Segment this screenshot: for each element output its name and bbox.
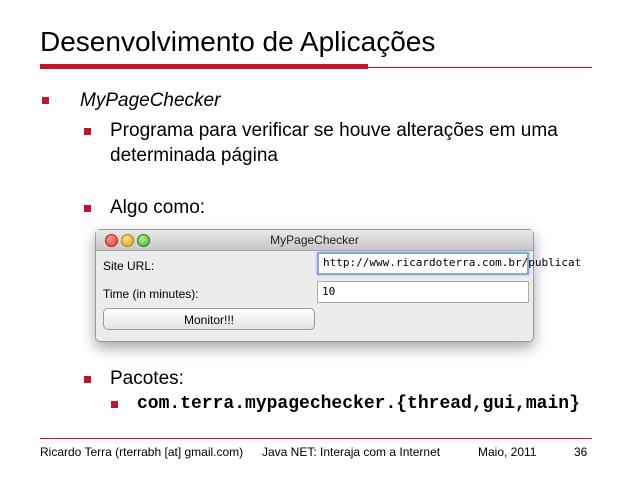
bullet-square-icon — [111, 401, 118, 408]
bullet-programa-line2: determinada página — [110, 145, 278, 166]
bullet-square-icon — [84, 205, 91, 212]
footer-date: Maio, 2011 — [478, 445, 537, 459]
footer-course: Java NET: Interaja com a Internet — [262, 445, 441, 459]
bullet-square-icon — [84, 376, 91, 383]
monitor-button[interactable]: Monitor!!! — [103, 308, 315, 330]
footer-rule — [40, 438, 592, 439]
bullet-square-icon — [42, 97, 49, 104]
footer-author: Ricardo Terra (rterrabh [at] gmail.com) — [40, 445, 244, 459]
footer-page-number: 36 — [574, 445, 588, 459]
title-rule-thick — [40, 64, 368, 69]
time-label: Time (in minutes): — [103, 287, 199, 301]
bullet-package-name: com.terra.mypagechecker.{thread,gui,main} — [137, 394, 580, 414]
window-titlebar — [96, 230, 533, 251]
site-url-input[interactable]: http://www.ricardoterra.com.br/publicat — [317, 252, 529, 275]
time-input[interactable]: 10 — [317, 281, 529, 303]
mypagechecker-window — [95, 229, 582, 342]
window-title: MyPageChecker — [270, 233, 359, 247]
bullet-algo-como: Algo como: — [110, 197, 206, 218]
site-url-label: Site URL: — [103, 259, 155, 273]
bullet-mypagechecker: MyPageChecker — [80, 90, 221, 111]
slide-title: Desenvolvimento de Aplicações — [40, 26, 436, 57]
bullet-pacotes: Pacotes: — [110, 368, 184, 389]
bullet-programa-line1: Programa para verificar se houve alterações em uma — [110, 120, 558, 141]
bullet-square-icon — [84, 128, 91, 135]
